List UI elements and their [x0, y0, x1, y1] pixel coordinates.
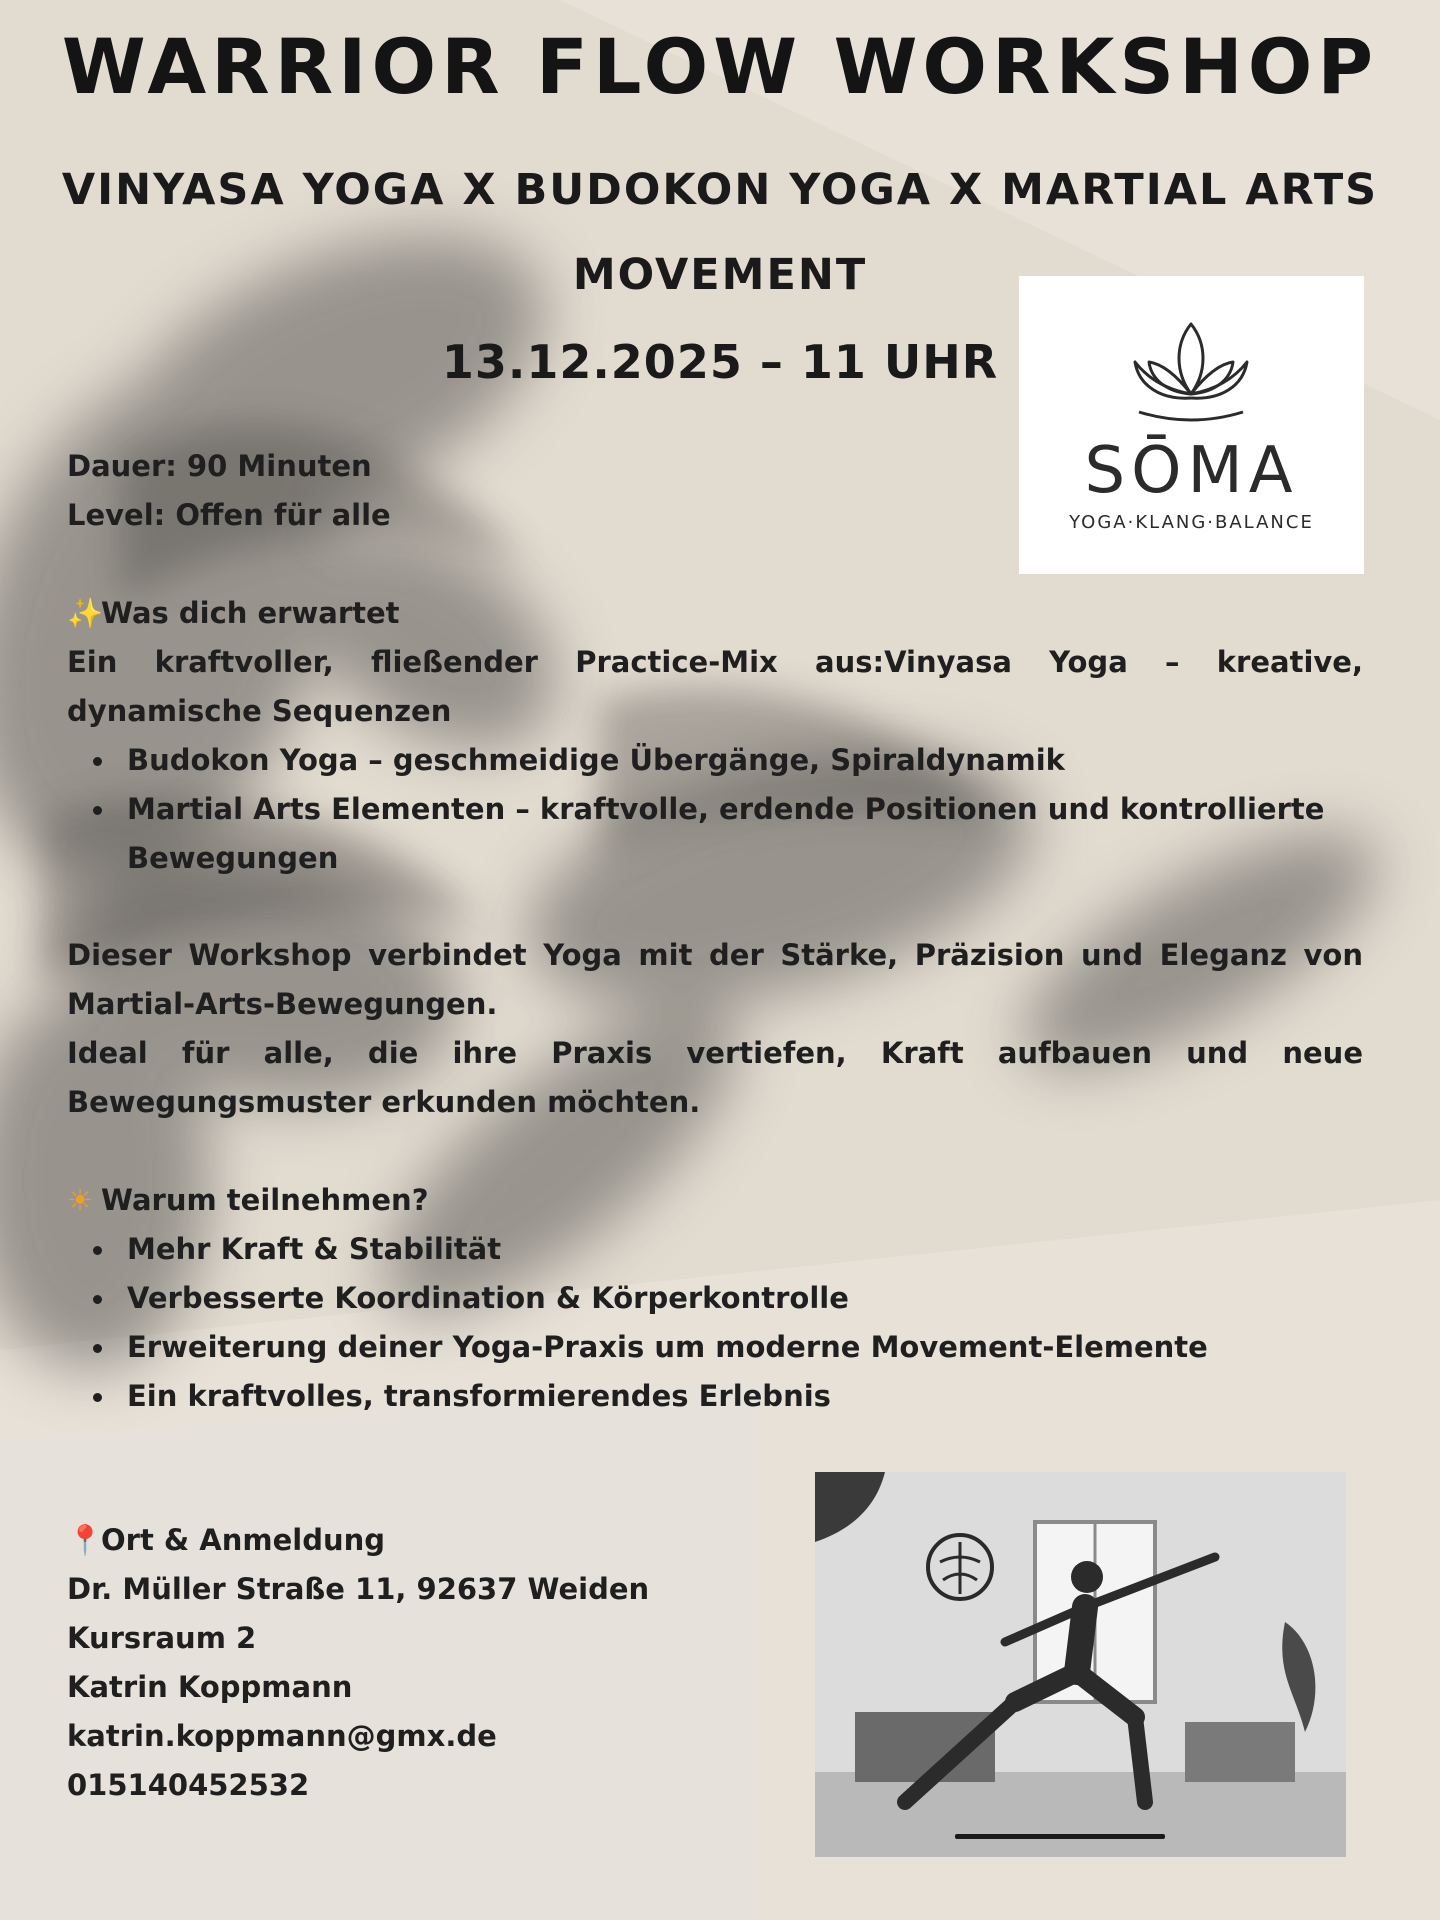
level-text: Level: Offen für alle — [67, 498, 391, 532]
duration-text: Dauer: 90 Minuten — [67, 449, 372, 483]
event-date: 13.12.2025 – 11 UHR — [441, 335, 999, 389]
details-section — [67, 442, 1363, 540]
logo-name: SŌMA — [1084, 434, 1299, 508]
logo-tagline: YOGA·KLANG·BALANCE — [1069, 512, 1314, 533]
room-text: Kursraum 2 — [67, 1621, 257, 1655]
why-heading — [67, 1176, 1363, 1225]
subtitle-line-1: VINYASA YOGA X BUDOKON YOGA X MARTIAL ARTS — [61, 165, 1379, 215]
list-item: Ein kraftvolles, transformierendes Erlebnis — [67, 1372, 1363, 1421]
expect-heading — [67, 589, 1363, 638]
description-section — [67, 931, 1363, 1127]
why-list — [67, 1225, 1363, 1421]
sparkles-icon: ✨ — [67, 596, 104, 630]
email-text: katrin.koppmann@gmx.de — [67, 1719, 497, 1753]
location-section — [67, 1516, 767, 1810]
description-paragraph-2: Ideal für alle, die ihre Praxis vertiefen, Kraft aufbauen und neue Bewegungsmuster erkunden möchten. — [67, 1036, 1363, 1119]
list-item: Mehr Kraft & Stabilität — [67, 1225, 1363, 1274]
location-heading — [67, 1516, 767, 1565]
page-title: WARRIOR FLOW WORKSHOP — [61, 22, 1379, 111]
expect-heading-text: Was dich erwartet — [101, 596, 400, 630]
why-heading-text: Warum teilnehmen? — [101, 1183, 429, 1217]
pin-icon: 📍 — [67, 1523, 104, 1557]
list-item: Martial Arts Elementen – kraftvolle, erdende Positionen und kontrollierte Bewegungen — [67, 785, 1363, 883]
sun-icon: ☀ — [67, 1183, 93, 1217]
address-text: Dr. Müller Straße 11, 92637 Weiden — [67, 1572, 650, 1606]
description-paragraph-1: Dieser Workshop verbindet Yoga mit der Stärke, Präzision und Eleganz von Martial-Arts-Bewegungen. — [67, 938, 1363, 1021]
expect-section — [67, 589, 1363, 883]
contact-name: Katrin Koppmann — [67, 1670, 353, 1704]
list-item: Verbesserte Koordination & Körperkontrolle — [67, 1274, 1363, 1323]
phone-text: 015140452532 — [67, 1768, 310, 1802]
expect-list — [67, 736, 1363, 883]
list-item: Budokon Yoga – geschmeidige Übergänge, Spiraldynamik — [67, 736, 1363, 785]
lotus-icon — [1129, 316, 1254, 426]
list-item: Erweiterung deiner Yoga-Praxis um moderne Movement-Elemente — [67, 1323, 1363, 1372]
location-heading-text: Ort & Anmeldung — [101, 1523, 386, 1557]
expect-intro: Ein kraftvoller, fließender Practice-Mix aus:Vinyasa Yoga – kreative, dynamische Sequenzen — [67, 645, 1363, 728]
warrior-pose-photo — [815, 1472, 1346, 1857]
subtitle-line-2: MOVEMENT — [572, 250, 868, 300]
why-section — [67, 1176, 1363, 1421]
